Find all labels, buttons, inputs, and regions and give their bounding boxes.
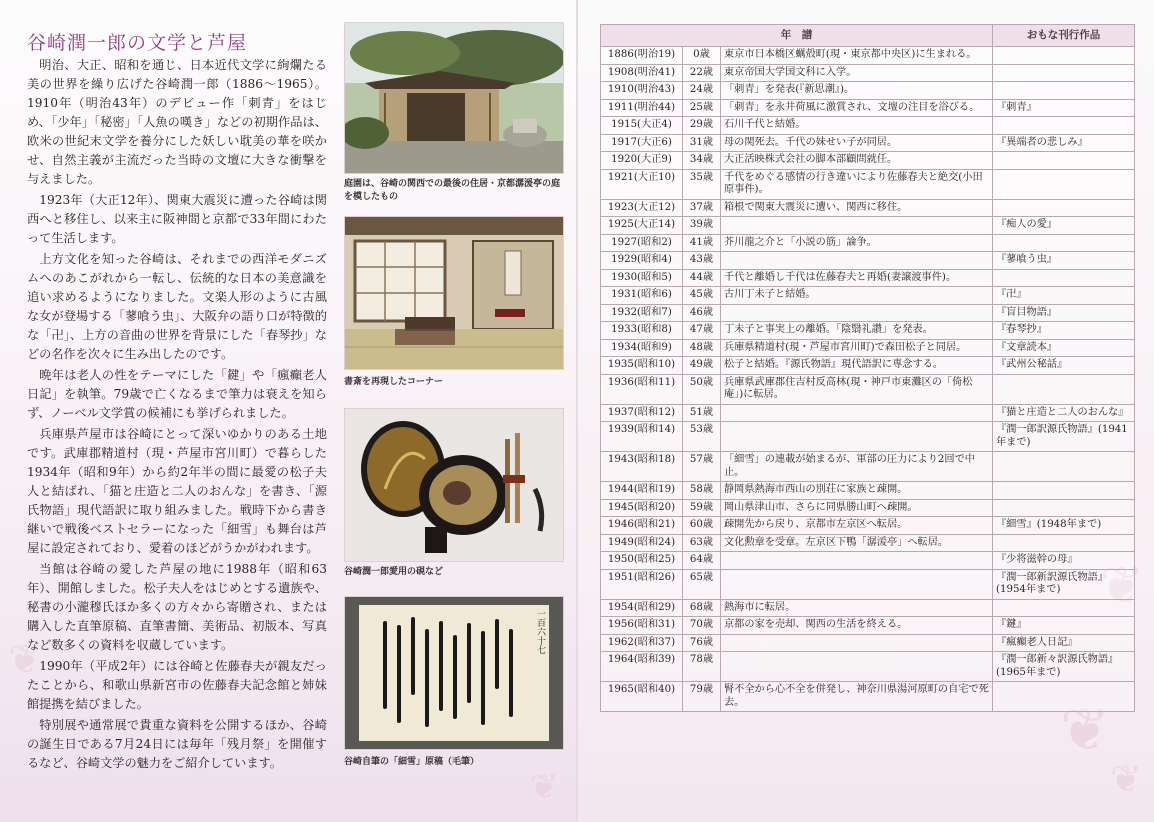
works-cell bbox=[993, 169, 1135, 199]
table-row bbox=[601, 634, 1135, 652]
table-row bbox=[601, 152, 1135, 170]
age-cell: 35歳 bbox=[683, 169, 721, 199]
maple-leaf-icon: ❦ bbox=[530, 767, 559, 807]
article-paragraph: 兵庫県芦屋市は谷崎にとって深いゆかりのある土地です。武庫郡精道村（現・芦屋市宮川町）で暮らした1934年（昭和9年）から約2年半の間に最愛の松子夫人と結ばれ、「猫と庄造と二人のおんな」を書き、「源氏物語」現代語訳に取り組みました。戦時下から書き継いで戦後ベストセラーになった「細雪」も舞台は芦屋に設定されており、愛着のほどがうかがわれます。 bbox=[27, 427, 327, 555]
age-cell: 76歳 bbox=[683, 634, 721, 652]
year-cell: 1931(昭和6) bbox=[601, 287, 683, 305]
age-cell: 78歳 bbox=[683, 652, 721, 682]
works-header: おもな刊行作品 bbox=[993, 25, 1135, 47]
event-cell: 文化勲章を受章。左京区下鴨「潺湲亭」へ転居。 bbox=[721, 534, 993, 552]
event-cell: 兵庫県武庫郡住吉村反高林(現・神戸市東灘区の「倚松庵」)に転居。 bbox=[721, 374, 993, 404]
event-cell: 松子と結婚。『源氏物語』現代語訳に専念する。 bbox=[721, 357, 993, 375]
works-cell bbox=[993, 199, 1135, 217]
event-cell bbox=[721, 652, 993, 682]
age-cell: 63歳 bbox=[683, 534, 721, 552]
age-cell: 50歳 bbox=[683, 374, 721, 404]
table-row bbox=[601, 99, 1135, 117]
year-cell: 1956(昭和31) bbox=[601, 617, 683, 635]
age-cell: 60歳 bbox=[683, 517, 721, 535]
age-cell: 43歳 bbox=[683, 252, 721, 270]
year-cell: 1939(昭和14) bbox=[601, 422, 683, 452]
table-row bbox=[601, 482, 1135, 500]
garden-caption: 庭園は、谷崎の関西での最後の住居・京都潺湲亭の庭を模したもの bbox=[344, 179, 561, 202]
event-cell: 岡山県津山市、さらに同県勝山町へ疎開。 bbox=[721, 499, 993, 517]
table-row bbox=[601, 517, 1135, 535]
maple-leaf-icon: ❦ bbox=[1100, 556, 1144, 616]
year-cell: 1908(明治41) bbox=[601, 64, 683, 82]
works-cell: 『異端者の悲しみ』 bbox=[993, 134, 1135, 152]
works-cell: 『春琴抄』 bbox=[993, 322, 1135, 340]
year-cell: 1927(昭和2) bbox=[601, 234, 683, 252]
study-caption: 書斎を再現したコーナー bbox=[344, 377, 444, 387]
inkstone-illustration bbox=[345, 409, 563, 561]
year-cell: 1937(昭和12) bbox=[601, 404, 683, 422]
age-cell: 49歳 bbox=[683, 357, 721, 375]
table-row bbox=[601, 599, 1135, 617]
garden-illustration bbox=[345, 23, 563, 173]
works-cell: 『潤一郎新訳源氏物語』(1954年まで) bbox=[993, 569, 1135, 599]
event-cell: 古川丁未子と結婚。 bbox=[721, 287, 993, 305]
year-cell: 1944(昭和19) bbox=[601, 482, 683, 500]
year-cell: 1929(昭和4) bbox=[601, 252, 683, 270]
table-row bbox=[601, 304, 1135, 322]
event-cell: 芥川龍之介と「小説の筋」論争。 bbox=[721, 234, 993, 252]
table-row bbox=[601, 552, 1135, 570]
works-cell bbox=[993, 499, 1135, 517]
table-row bbox=[601, 269, 1135, 287]
works-cell: 『瘋癲老人日記』 bbox=[993, 634, 1135, 652]
event-cell bbox=[721, 569, 993, 599]
age-cell: 48歳 bbox=[683, 339, 721, 357]
garden-photo bbox=[344, 22, 564, 174]
event-cell: 箱根で関東大震災に遭い、関西に移住。 bbox=[721, 199, 993, 217]
event-cell: 疎開先から戻り、京都市左京区へ転居。 bbox=[721, 517, 993, 535]
year-cell: 1933(昭和8) bbox=[601, 322, 683, 340]
page-fold bbox=[576, 0, 578, 822]
year-cell: 1950(昭和25) bbox=[601, 552, 683, 570]
age-cell: 57歳 bbox=[683, 452, 721, 482]
works-cell: 『武州公秘話』 bbox=[993, 357, 1135, 375]
works-cell bbox=[993, 82, 1135, 100]
table-row bbox=[601, 322, 1135, 340]
table-row bbox=[601, 199, 1135, 217]
event-cell: 兵庫県精道村(現・芦屋市宮川町)で森田松子と同居。 bbox=[721, 339, 993, 357]
table-row bbox=[601, 404, 1135, 422]
works-cell bbox=[993, 534, 1135, 552]
age-cell: 34歳 bbox=[683, 152, 721, 170]
table-row bbox=[601, 357, 1135, 375]
year-cell: 1965(昭和40) bbox=[601, 682, 683, 712]
year-cell: 1932(昭和7) bbox=[601, 304, 683, 322]
age-cell: 37歳 bbox=[683, 199, 721, 217]
age-cell: 64歳 bbox=[683, 552, 721, 570]
age-cell: 22歳 bbox=[683, 64, 721, 82]
works-cell bbox=[993, 482, 1135, 500]
age-cell: 0歳 bbox=[683, 47, 721, 65]
year-cell: 1920(大正9) bbox=[601, 152, 683, 170]
event-cell: 東京市日本橋区蠣殻町(現・東京都中央区)に生まれる。 bbox=[721, 47, 993, 65]
event-cell bbox=[721, 252, 993, 270]
table-row bbox=[601, 252, 1135, 270]
table-row bbox=[601, 134, 1135, 152]
year-cell: 1925(大正14) bbox=[601, 217, 683, 235]
table-row bbox=[601, 374, 1135, 404]
event-cell: 「細雪」の連載が始まるが、軍部の圧力により2回で中止。 bbox=[721, 452, 993, 482]
event-cell: 千代をめぐる感情の行き違いにより佐藤春夫と絶交(小田原事件)。 bbox=[721, 169, 993, 199]
event-cell: 母の関死去。千代の妹せい子が同居。 bbox=[721, 134, 993, 152]
age-cell: 51歳 bbox=[683, 404, 721, 422]
event-cell: 石川千代と結婚。 bbox=[721, 117, 993, 135]
table-header-row bbox=[601, 25, 1135, 47]
article-paragraph: 1990年（平成2年）には谷崎と佐藤春夫が親友だったことから、和歌山県新宮市の佐藤春夫記念館と姉妹館提携を結びました。 bbox=[27, 659, 327, 711]
event-cell bbox=[721, 217, 993, 235]
year-cell: 1946(昭和21) bbox=[601, 517, 683, 535]
manuscript-caption: 谷崎自筆の「細雪」原稿（毛筆） bbox=[344, 757, 480, 767]
works-cell bbox=[993, 64, 1135, 82]
works-cell bbox=[993, 234, 1135, 252]
maple-leaf-icon: ❦ bbox=[1060, 695, 1111, 765]
works-cell: 『痴人の愛』 bbox=[993, 217, 1135, 235]
year-cell: 1936(昭和11) bbox=[601, 374, 683, 404]
event-cell: 「刺青」を永井荷風に激賞され、文壇の注目を浴びる。 bbox=[721, 99, 993, 117]
age-cell: 24歳 bbox=[683, 82, 721, 100]
article-paragraph: 当館は谷崎の愛した芦屋の地に1988年（昭和63年）、開館しました。松子夫人をはじめとする遺族や、秘書の小瀧穆氏ほか多くの方々から寄贈され、または購入した直筆原稿、直筆書簡、美術品、初版本、写真など数多くの資料を収蔵しています。 bbox=[27, 562, 327, 652]
works-cell bbox=[993, 47, 1135, 65]
table-row bbox=[601, 287, 1135, 305]
table-row bbox=[601, 617, 1135, 635]
year-cell: 1911(明治44) bbox=[601, 99, 683, 117]
year-cell: 1910(明治43) bbox=[601, 82, 683, 100]
table-row bbox=[601, 47, 1135, 65]
event-cell: 腎不全から心不全を併発し、神奈川県湯河原町の自宅で死去。 bbox=[721, 682, 993, 712]
works-cell: 『卍』 bbox=[993, 287, 1135, 305]
article-paragraph: 特別展や通常展で貴重な資料を公開するほか、谷崎の誕生日である7月24日には毎年「残月祭」を開催するなど、谷崎文学の魅力をご紹介しています。 bbox=[27, 718, 327, 770]
table-row bbox=[601, 534, 1135, 552]
maple-leaf-icon: ❦ bbox=[1110, 757, 1142, 801]
article-body bbox=[27, 56, 327, 775]
age-cell: 65歳 bbox=[683, 569, 721, 599]
event-cell: 京都の家を売却、関西の生活を終える。 bbox=[721, 617, 993, 635]
event-cell: 千代と離婚し千代は佐藤春夫と再婚(妻譲渡事件)。 bbox=[721, 269, 993, 287]
event-cell bbox=[721, 404, 993, 422]
table-row bbox=[601, 422, 1135, 452]
year-cell: 1921(大正10) bbox=[601, 169, 683, 199]
works-cell: 『猫と庄造と二人のおんな』 bbox=[993, 404, 1135, 422]
age-cell: 29歳 bbox=[683, 117, 721, 135]
year-cell: 1951(昭和26) bbox=[601, 569, 683, 599]
age-cell: 41歳 bbox=[683, 234, 721, 252]
year-cell: 1949(昭和24) bbox=[601, 534, 683, 552]
page-title: 谷崎潤一郎の文学と芦屋 bbox=[27, 32, 248, 54]
age-cell: 46歳 bbox=[683, 304, 721, 322]
age-cell: 59歳 bbox=[683, 499, 721, 517]
chronology-body bbox=[601, 47, 1135, 712]
inkstone-caption: 谷崎潤一郎愛用の硯など bbox=[344, 567, 444, 577]
age-cell: 53歳 bbox=[683, 422, 721, 452]
year-cell: 1923(大正12) bbox=[601, 199, 683, 217]
chronology-table bbox=[600, 24, 1135, 712]
year-cell: 1945(昭和20) bbox=[601, 499, 683, 517]
age-cell: 39歳 bbox=[683, 217, 721, 235]
article-paragraph: 1923年（大正12年）、関東大震災に遭った谷崎は関西へと移住し、以来主に阪神間と京都で33年間にわたって生活します。 bbox=[27, 193, 327, 245]
age-cell: 25歳 bbox=[683, 99, 721, 117]
table-row bbox=[601, 234, 1135, 252]
works-cell bbox=[993, 269, 1135, 287]
event-cell: 静岡県熱海市西山の別荘に家族と疎開。 bbox=[721, 482, 993, 500]
event-cell bbox=[721, 304, 993, 322]
event-cell: 大正活映株式会社の脚本部顧問就任。 bbox=[721, 152, 993, 170]
article-paragraph: 晩年は老人の性をテーマにした「鍵」や「瘋癲老人日記」を執筆。79歳で亡くなるまで筆力は衰えを知らず、ノーベル文学賞の候補にも挙げられました。 bbox=[27, 368, 327, 420]
table-row bbox=[601, 452, 1135, 482]
manuscript-photo bbox=[344, 596, 564, 750]
year-cell: 1886(明治19) bbox=[601, 47, 683, 65]
year-cell: 1954(昭和29) bbox=[601, 599, 683, 617]
table-row bbox=[601, 217, 1135, 235]
chronology-header: 年 譜 bbox=[601, 25, 993, 47]
works-cell: 『文章読本』 bbox=[993, 339, 1135, 357]
manuscript-illustration bbox=[345, 597, 563, 749]
age-cell: 47歳 bbox=[683, 322, 721, 340]
year-cell: 1962(昭和37) bbox=[601, 634, 683, 652]
inkstone-photo bbox=[344, 408, 564, 562]
works-cell bbox=[993, 682, 1135, 712]
works-cell bbox=[993, 599, 1135, 617]
age-cell: 58歳 bbox=[683, 482, 721, 500]
year-cell: 1917(大正6) bbox=[601, 134, 683, 152]
works-cell: 『刺青』 bbox=[993, 99, 1135, 117]
works-cell: 『少将滋幹の母』 bbox=[993, 552, 1135, 570]
article-paragraph: 明治、大正、昭和を通じ、日本近代文学に絢爛たる美の世界を繰り広げた谷崎潤一郎（1886〜1965）。1910年（明治43年）のデビュー作「刺青」をはじめ、「少年」「秘密」「人魚の嘆き」などの初期作品は、欧米の世紀末文学を養分にした妖しい耽美の華を咲かせ、自然主義が主流だった当時の文壇に大きな衝撃を与えました。 bbox=[27, 58, 327, 186]
age-cell: 44歳 bbox=[683, 269, 721, 287]
works-cell: 『潤一郎新々訳源氏物語』(1965年まで) bbox=[993, 652, 1135, 682]
event-cell bbox=[721, 634, 993, 652]
study-illustration bbox=[345, 217, 563, 369]
table-row bbox=[601, 117, 1135, 135]
table-row bbox=[601, 169, 1135, 199]
works-cell bbox=[993, 152, 1135, 170]
manuscript-page-number: 一百六十七 bbox=[535, 609, 545, 654]
age-cell: 45歳 bbox=[683, 287, 721, 305]
event-cell: 熱海市に転居。 bbox=[721, 599, 993, 617]
age-cell: 31歳 bbox=[683, 134, 721, 152]
event-cell: 東京帝国大学国文科に入学。 bbox=[721, 64, 993, 82]
age-cell: 68歳 bbox=[683, 599, 721, 617]
works-cell: 『潤一郎訳源氏物語』(1941年まで) bbox=[993, 422, 1135, 452]
event-cell bbox=[721, 552, 993, 570]
event-cell bbox=[721, 422, 993, 452]
event-cell: 「刺青」を発表(『新思潮』)。 bbox=[721, 82, 993, 100]
works-cell: 『蓼喰う虫』 bbox=[993, 252, 1135, 270]
age-cell: 70歳 bbox=[683, 617, 721, 635]
works-cell bbox=[993, 374, 1135, 404]
table-row bbox=[601, 652, 1135, 682]
maple-leaf-icon: ❦ bbox=[8, 637, 42, 683]
age-cell: 79歳 bbox=[683, 682, 721, 712]
year-cell: 1915(大正4) bbox=[601, 117, 683, 135]
event-cell: 丁未子と事実上の離婚。「陰翳礼讃」を発表。 bbox=[721, 322, 993, 340]
year-cell: 1935(昭和10) bbox=[601, 357, 683, 375]
works-cell bbox=[993, 452, 1135, 482]
works-cell bbox=[993, 117, 1135, 135]
year-cell: 1964(昭和39) bbox=[601, 652, 683, 682]
works-cell: 『細雪』(1948年まで) bbox=[993, 517, 1135, 535]
table-row bbox=[601, 682, 1135, 712]
table-row bbox=[601, 569, 1135, 599]
article-paragraph: 上方文化を知った谷崎は、それまでの西洋モダニズムへのあこがれから一転し、伝統的な日本の美意識を追い求めるようになりました。文楽人形のように古風な女が登場する「蓼喰う虫」、大阪弁の語り口が特徴的な「卍」、上方の音曲の世界を背景にした「春琴抄」などの名作を次々に生み出したのです。 bbox=[27, 252, 327, 361]
year-cell: 1943(昭和18) bbox=[601, 452, 683, 482]
study-photo bbox=[344, 216, 564, 370]
table-row bbox=[601, 82, 1135, 100]
table-row bbox=[601, 499, 1135, 517]
table-row bbox=[601, 339, 1135, 357]
year-cell: 1930(昭和5) bbox=[601, 269, 683, 287]
table-row bbox=[601, 64, 1135, 82]
works-cell: 『鍵』 bbox=[993, 617, 1135, 635]
works-cell: 『盲目物語』 bbox=[993, 304, 1135, 322]
year-cell: 1934(昭和9) bbox=[601, 339, 683, 357]
